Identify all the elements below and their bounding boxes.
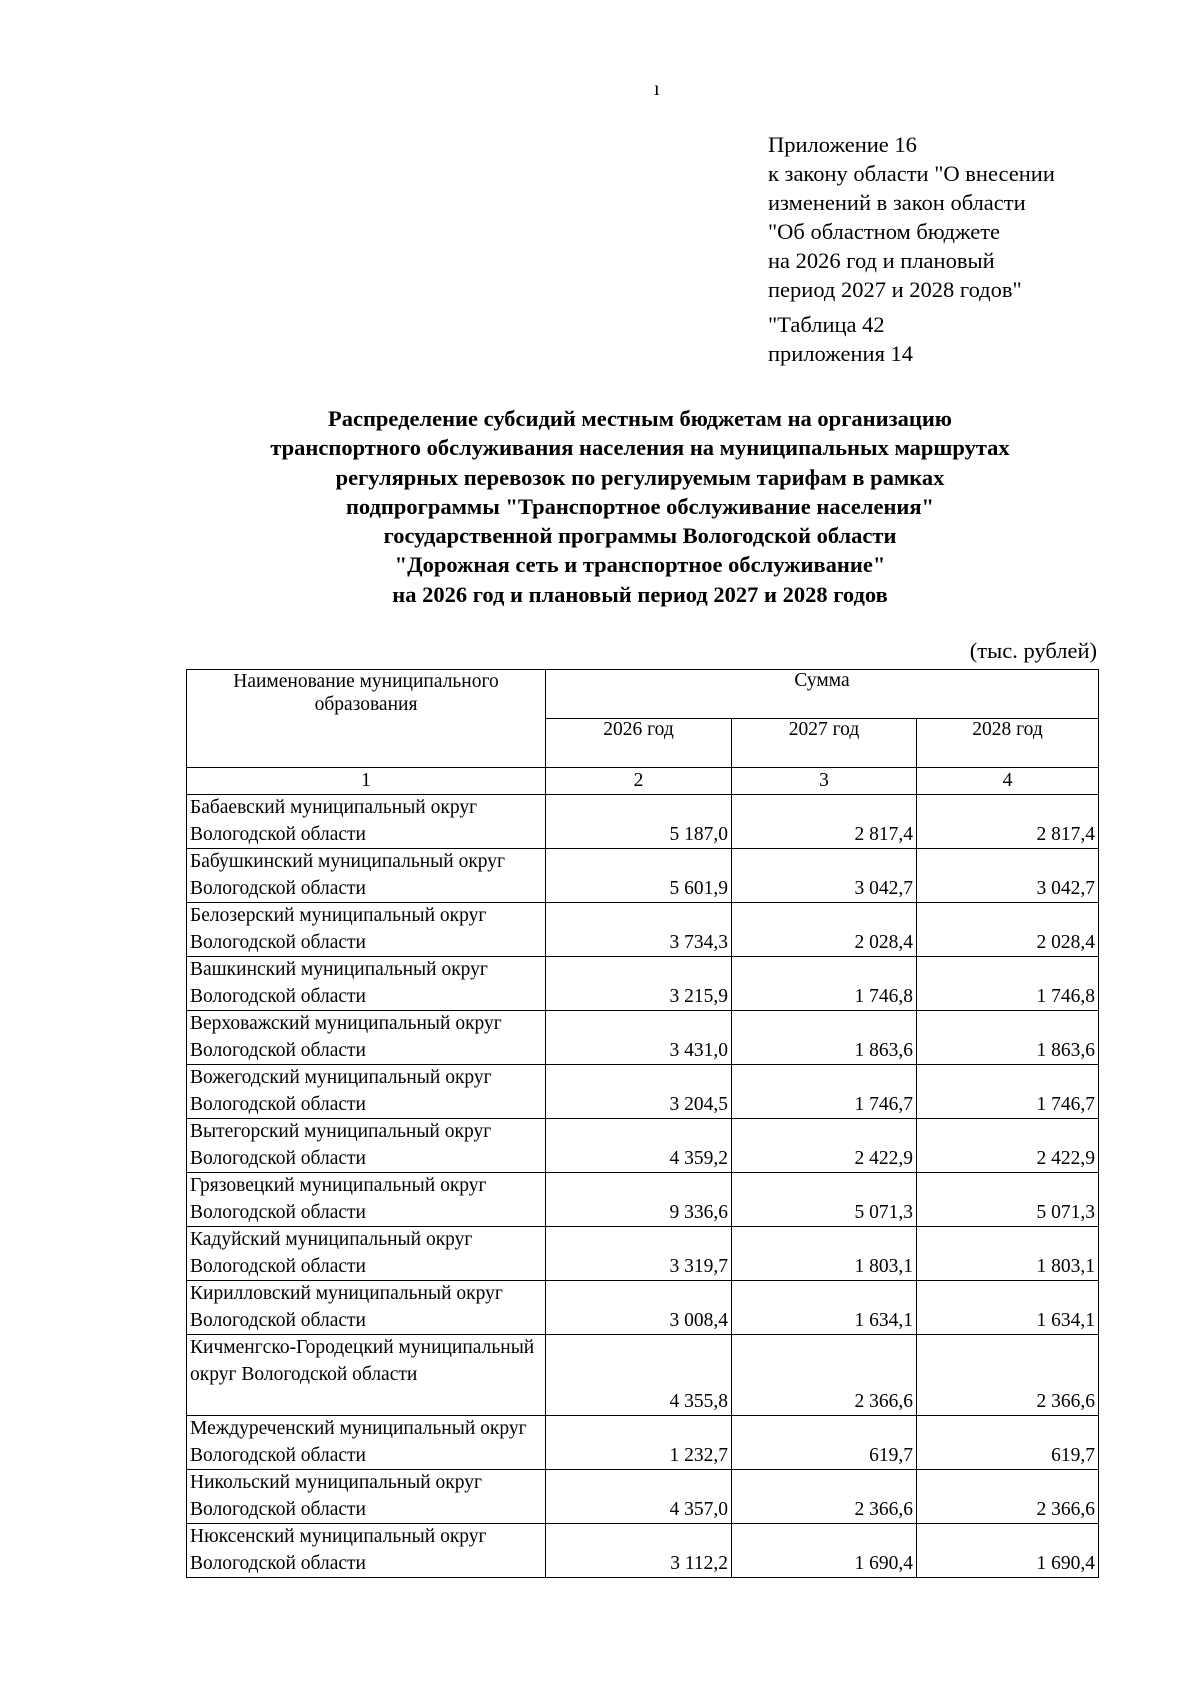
municipality-name: Нюксенский муниципальный округ Вологодской области [187, 1524, 546, 1578]
table-row [187, 849, 1099, 903]
title-line: на 2026 год и плановый период 2027 и 2028 годов [392, 581, 888, 607]
table-row [187, 1119, 1099, 1173]
value-2026: 4 357,0 [546, 1470, 732, 1524]
value-2027: 1 863,6 [732, 1011, 917, 1065]
municipality-name: Кичменгско-Городецкий муниципальный округ Вологодской области [187, 1335, 546, 1416]
value-2026: 3 734,3 [546, 903, 732, 957]
value-2027: 1 746,8 [732, 957, 917, 1011]
value-2027: 2 028,4 [732, 903, 917, 957]
value-2026: 3 431,0 [546, 1011, 732, 1065]
header-sum: Сумма [546, 670, 1099, 719]
value-2027: 1 803,1 [732, 1227, 917, 1281]
value-2027: 1 746,7 [732, 1065, 917, 1119]
value-2027: 2 422,9 [732, 1119, 917, 1173]
document-title [190, 404, 1090, 609]
municipality-name: Верховажский муниципальный округ Вологодской области [187, 1011, 546, 1065]
table-row [187, 1470, 1099, 1524]
value-2026: 9 336,6 [546, 1173, 732, 1227]
municipality-name: Вашкинский муниципальный округ Вологодской области [187, 957, 546, 1011]
value-2028: 1 746,8 [917, 957, 1099, 1011]
municipality-name: Междуреченский муниципальный округ Вологодской области [187, 1416, 546, 1470]
value-2028: 2 028,4 [917, 903, 1099, 957]
value-2026: 1 232,7 [546, 1416, 732, 1470]
value-2027: 3 042,7 [732, 849, 917, 903]
appendix-line: к закону области "О внесении [768, 161, 1055, 186]
value-2028: 2 817,4 [917, 795, 1099, 849]
value-2028: 1 803,1 [917, 1227, 1099, 1281]
municipality-name: Бабаевский муниципальный округ Вологодской области [187, 795, 546, 849]
value-2028: 619,7 [917, 1416, 1099, 1470]
value-2028: 2 422,9 [917, 1119, 1099, 1173]
title-line: "Дорожная сеть и транспортное обслуживание" [394, 552, 886, 578]
appendix-header [768, 130, 1188, 368]
value-2028: 1 863,6 [917, 1011, 1099, 1065]
column-number: 1 [187, 768, 546, 795]
appendix-line: период 2027 и 2028 годов" [768, 277, 1022, 302]
table-row [187, 1065, 1099, 1119]
table-row [187, 1416, 1099, 1470]
header-year-2027: 2027 год [732, 719, 917, 768]
value-2026: 3 112,2 [546, 1524, 732, 1578]
table-row [187, 1335, 1099, 1416]
municipality-name: Никольский муниципальный округ Вологодской области [187, 1470, 546, 1524]
subsidy-table [186, 669, 1099, 1578]
title-line: государственной программы Вологодской области [383, 523, 897, 549]
table-row [187, 957, 1099, 1011]
municipality-name: Вытегорский муниципальный округ Вологодской области [187, 1119, 546, 1173]
value-2027: 1 634,1 [732, 1281, 917, 1335]
title-line: подпрограммы "Транспортное обслуживание населения" [345, 493, 935, 519]
title-line: регулярных перевозок по регулируемым тарифам в рамках [335, 464, 945, 490]
value-2026: 4 355,8 [546, 1335, 732, 1416]
value-2027: 5 071,3 [732, 1173, 917, 1227]
value-2028: 2 366,6 [917, 1335, 1099, 1416]
table-row [187, 1281, 1099, 1335]
title-line: Распределение субсидий местным бюджетам на организацию [327, 406, 953, 431]
table-reference-line: "Таблица 42 [768, 312, 885, 337]
value-2028: 2 366,6 [917, 1470, 1099, 1524]
title-line: транспортного обслуживания населения на муниципальных маршрутах [270, 435, 1010, 461]
column-number: 4 [917, 768, 1099, 795]
table-row [187, 1524, 1099, 1578]
appendix-line: "Об областном бюджете [768, 219, 1001, 244]
value-2028: 1 746,7 [917, 1065, 1099, 1119]
table-row [187, 1011, 1099, 1065]
value-2028: 1 690,4 [917, 1524, 1099, 1578]
value-2026: 3 204,5 [546, 1065, 732, 1119]
value-2026: 3 215,9 [546, 957, 732, 1011]
value-2028: 1 634,1 [917, 1281, 1099, 1335]
value-2027: 1 690,4 [732, 1524, 917, 1578]
municipality-name: Кадуйский муниципальный округ Вологодской области [187, 1227, 546, 1281]
value-2027: 619,7 [732, 1416, 917, 1470]
municipality-name: Кирилловский муниципальный округ Вологодской области [187, 1281, 546, 1335]
page-mark: ı [654, 78, 660, 100]
value-2027: 2 366,6 [732, 1470, 917, 1524]
table-row [187, 1173, 1099, 1227]
appendix-line: на 2026 год и плановый [768, 248, 995, 273]
municipality-name: Белозерский муниципальный округ Вологодской области [187, 903, 546, 957]
table-row [187, 903, 1099, 957]
value-2026: 5 187,0 [546, 795, 732, 849]
unit-label: (тыс. рублей) [969, 638, 1097, 663]
appendix-line: изменений в закон области [768, 190, 1026, 215]
column-number: 2 [546, 768, 732, 795]
value-2026: 4 359,2 [546, 1119, 732, 1173]
table-reference-line: приложения 14 [768, 341, 914, 366]
municipality-name: Грязовецкий муниципальный округ Вологодской области [187, 1173, 546, 1227]
header-year-2026: 2026 год [546, 719, 732, 768]
appendix-line: Приложение 16 [768, 132, 917, 157]
column-number: 3 [732, 768, 917, 795]
municipality-name: Бабушкинский муниципальный округ Вологодской области [187, 849, 546, 903]
header-municipality: Наименование муниципального образования [187, 670, 546, 768]
value-2028: 5 071,3 [917, 1173, 1099, 1227]
value-2028: 3 042,7 [917, 849, 1099, 903]
municipality-name: Вожегодский муниципальный округ Вологодской области [187, 1065, 546, 1119]
table-row [187, 795, 1099, 849]
value-2026: 5 601,9 [546, 849, 732, 903]
value-2026: 3 008,4 [546, 1281, 732, 1335]
table-row [187, 1227, 1099, 1281]
value-2027: 2 366,6 [732, 1335, 917, 1416]
value-2027: 2 817,4 [732, 795, 917, 849]
value-2026: 3 319,7 [546, 1227, 732, 1281]
header-year-2028: 2028 год [917, 719, 1099, 768]
